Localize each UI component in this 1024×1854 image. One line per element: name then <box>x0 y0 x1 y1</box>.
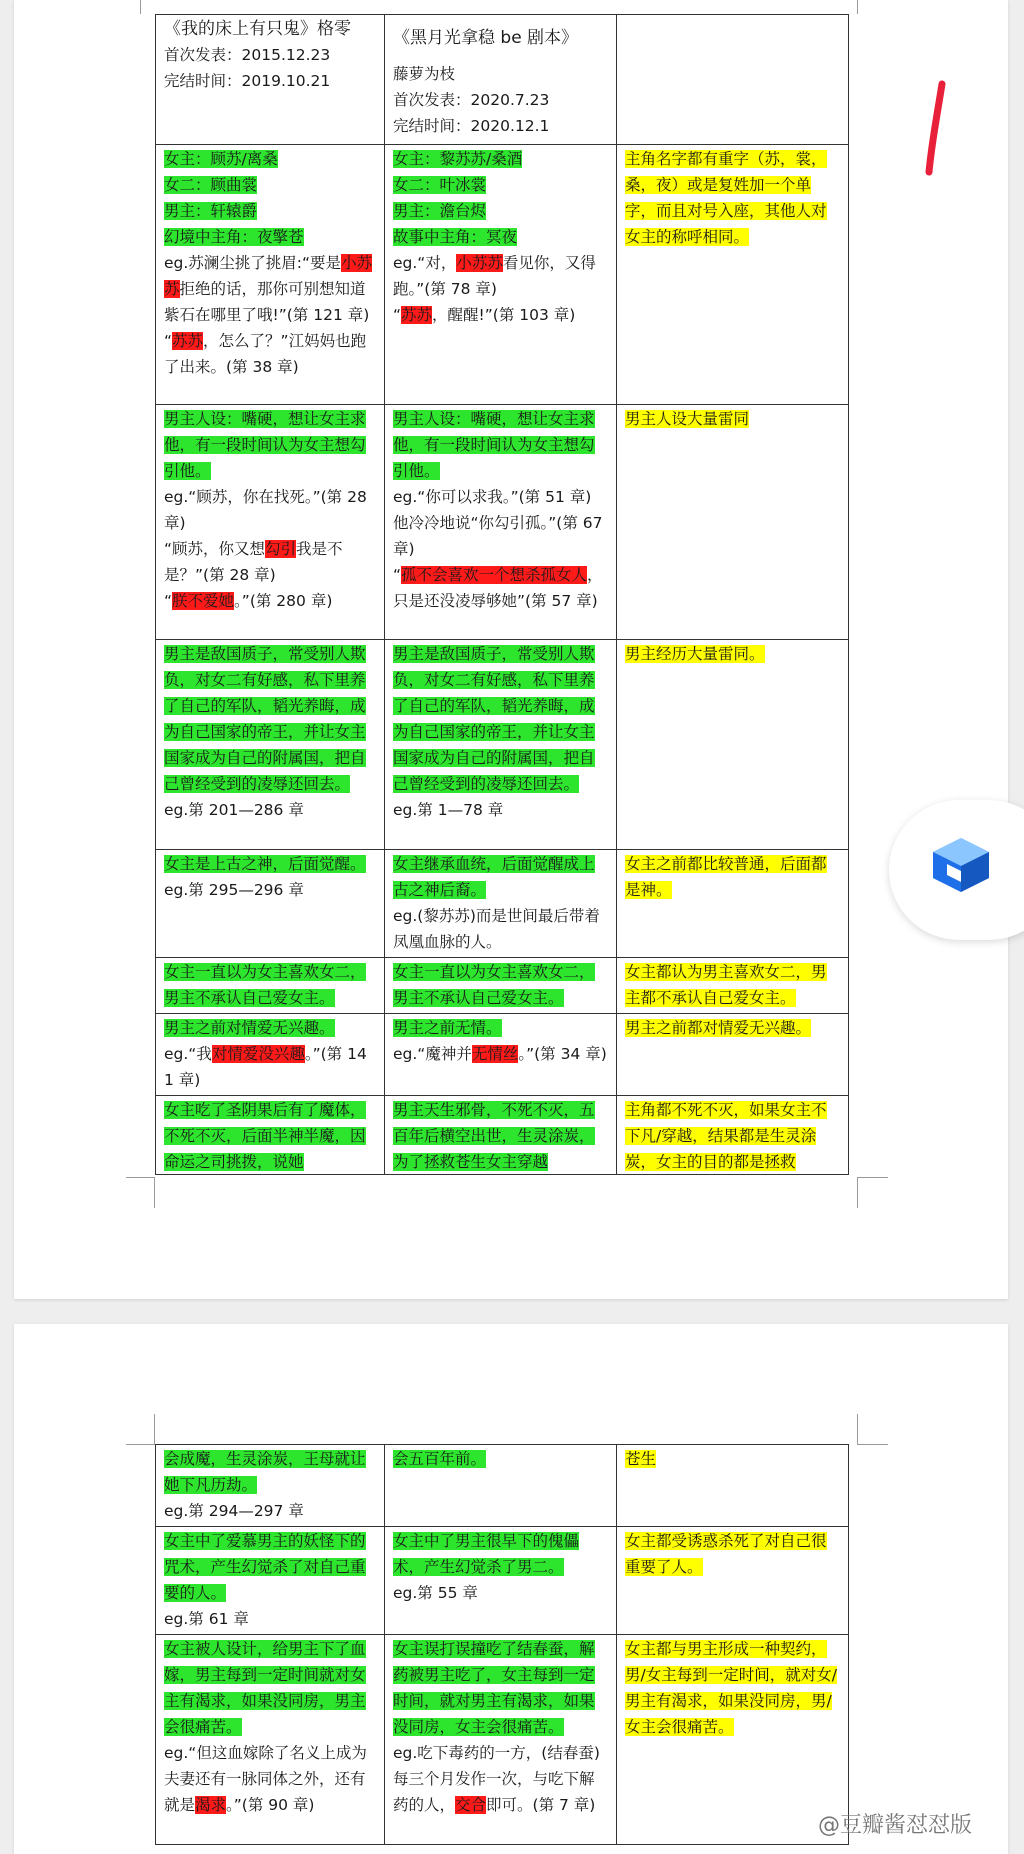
summary-text: 女主都与男主形成一种契约，男/女主每到一定时间，就对女/男主有渴求，如果没同房，男/女主会很痛苦。 <box>625 1640 837 1736</box>
red-highlight: 渴求 <box>195 1796 227 1814</box>
table-cell <box>385 1527 617 1635</box>
table-cell <box>617 1445 849 1527</box>
summary-text: 主角都不死不灭，如果女主不下凡/穿越，结果都是生灵涂炭，女主的目的都是拯救 <box>625 1101 827 1171</box>
quote-text: 拒绝的话，那你可别想知道紫石在哪里了哦!”(第 121 章) <box>164 280 370 324</box>
quote-text: eg.吃下毒药的一方，(结春蚕)每三个月发作一次，与吃下解药的人， <box>393 1744 600 1814</box>
quote-text: eg.“你可以求我。”(第 51 章) <box>393 488 592 506</box>
highlight-text: 男主是敌国质子，常受别人欺负，对女二有好感，私下里养了自己的军队，韬光养晦，成为自己国家的帝王，并让女主国家成为自己的附属国，把自己曾经受到的凌辱还回去。 <box>393 645 595 793</box>
highlight-text: 女主中了爱慕男主的妖怪下的咒术，产生幻觉杀了对自己重要的人。 <box>164 1532 366 1602</box>
table-cell <box>156 15 385 145</box>
table-cell <box>617 958 849 1014</box>
table-cell <box>156 640 385 850</box>
chapter-ref: eg.第 55 章 <box>393 1584 478 1602</box>
book2-first-published: 首次发表：2020.7.23 <box>393 91 550 109</box>
table-cell <box>385 640 617 850</box>
red-highlight: 苏苏 <box>172 332 204 350</box>
highlight-text: 男主：轩辕爵 <box>164 202 258 220</box>
table-cell <box>385 850 617 958</box>
chapter-ref: eg.第 294—297 章 <box>164 1502 304 1520</box>
table-row <box>156 1445 849 1527</box>
table-cell <box>385 1445 617 1527</box>
quote-text: eg.“对， <box>393 254 457 272</box>
summary-text: 男主之前都对情爱无兴趣。 <box>625 1019 812 1037</box>
book2-author: 藤萝为枝 <box>393 65 456 83</box>
quote-text: 。”(第 141 章) <box>164 1045 367 1089</box>
red-highlight: 苏苏 <box>401 306 433 324</box>
highlight-text: 女主继承血统，后面觉醒成上古之神后裔。 <box>393 855 595 899</box>
red-highlight: 小苏苏 <box>164 254 373 298</box>
app-logo-icon <box>921 830 1001 910</box>
red-highlight: 小苏苏 <box>456 254 503 272</box>
book2-completed: 完结时间：2020.12.1 <box>393 117 550 135</box>
highlight-text: 会成魔，生灵涂炭，王母就让她下凡历劫。 <box>164 1450 366 1494</box>
quote-text: “ <box>393 566 402 584</box>
table-cell <box>617 850 849 958</box>
red-highlight: 无情丝 <box>471 1045 519 1063</box>
highlight-text: 女主误打误撞吃了结春蚕，解药被男主吃了，女主每到一定时间，就对男主有渴求，如果没同房，女主会很痛苦。 <box>393 1640 595 1736</box>
quote-text: eg.“我 <box>164 1045 212 1063</box>
quote-text: ，醒醒!”(第 103 章) <box>432 306 576 324</box>
highlight-text: 男主人设：嘴硬，想让女主求他，有一段时间认为女主想勾引他。 <box>393 410 595 480</box>
table-cell <box>617 1635 849 1845</box>
chapter-ref: eg.第 1—78 章 <box>393 801 504 819</box>
quote-text: 。”(第 90 章) <box>226 1796 315 1814</box>
table-cell <box>385 145 617 405</box>
crop-mark <box>126 1177 155 1208</box>
crop-mark <box>857 1414 888 1445</box>
highlight-text: 会五百年前。 <box>393 1450 487 1468</box>
crop-mark <box>126 0 141 14</box>
table-cell <box>617 1096 849 1175</box>
table-row <box>156 1014 849 1096</box>
table-cell <box>617 1014 849 1096</box>
book1-first-published: 首次发表：2015.12.23 <box>164 46 331 64</box>
watermark: @豆瓣酱怼怼版 <box>818 1813 973 1838</box>
crop-mark <box>857 0 872 14</box>
quote-text: ，只是还没凌辱够她”(第 57 章) <box>393 566 603 610</box>
chapter-ref: eg.(黎苏苏)而是世间最后带着凤凰血脉的人。 <box>393 907 600 951</box>
quote-text: 看见你，又得跑。”(第 78 章) <box>393 254 596 298</box>
highlight-text: 故事中主角：冥夜 <box>393 228 518 246</box>
highlight-text: 幻境中主角：夜擎苍 <box>164 228 304 246</box>
chapter-ref: eg.第 295—296 章 <box>164 881 304 899</box>
book1-title: 《我的床上有只鬼》格零 <box>164 19 351 39</box>
highlight-text: 女主：顾苏/离桑 <box>164 150 278 168</box>
document-page-1 <box>14 0 1008 1299</box>
table-cell <box>385 405 617 640</box>
quote-text: 我是不是？”(第 28 章) <box>164 540 343 584</box>
floating-app-button[interactable] <box>889 800 1024 940</box>
highlight-text: 女主一直以为女主喜欢女二，男主不承认自己爱女主。 <box>164 963 366 1007</box>
quote-text: ，怎么了？”江妈妈也跑了出来。(第 38 章) <box>164 332 367 376</box>
quote-text: eg.“但这血嫁除了名义上成为夫妻还有一脉同体之外，还有就是 <box>164 1744 367 1814</box>
highlight-text: 女二：叶冰裳 <box>393 176 487 194</box>
highlight-text: 男主天生邪骨，不死不灭，五百年后横空出世，生灵涂炭，为了拯救苍生女主穿越 <box>393 1101 595 1171</box>
table-row <box>156 1635 849 1845</box>
table-cell <box>617 640 849 850</box>
highlight-text: 女主：黎苏苏/桑酒 <box>393 150 523 168</box>
table-cell <box>156 1635 385 1845</box>
chapter-ref: eg.第 201—286 章 <box>164 801 304 819</box>
quote-text: “ <box>393 306 402 324</box>
table-cell <box>156 1527 385 1635</box>
table-cell <box>156 145 385 405</box>
table-cell <box>617 15 849 145</box>
highlight-text: 女主吃了圣阴果后有了魔体，不死不灭，后面半神半魔，因命运之司挑拨，说她 <box>164 1101 366 1171</box>
quote-text: eg.“顾苏，你在找死。”(第 28 章) <box>164 488 367 532</box>
table-cell <box>617 145 849 405</box>
summary-text: 女主都认为男主喜欢女二，男主都不承认自己爱女主。 <box>625 963 827 1007</box>
table-cell <box>617 405 849 640</box>
summary-text: 女主都受诱惑杀死了对自己很重要了人。 <box>625 1532 827 1576</box>
document-page-2 <box>14 1324 1008 1854</box>
quote-text: eg.苏澜尘挑了挑眉:“要是 <box>164 254 342 272</box>
summary-text: 男主人设大量雷同 <box>625 410 750 428</box>
highlight-text: 女主是上古之神，后面觉醒。 <box>164 855 366 873</box>
red-highlight: 交合 <box>455 1796 487 1814</box>
table-row <box>156 1096 849 1175</box>
table-cell <box>156 1445 385 1527</box>
table-cell <box>156 958 385 1014</box>
comparison-table <box>155 14 849 1175</box>
highlight-text: 男主是敌国质子，常受别人欺负，对女二有好感，私下里养了自己的军队，韬光养晦，成为自己国家的帝王，并让女主国家成为自己的附属国，把自己曾经受到的凌辱还回去。 <box>164 645 366 793</box>
quote-text: “ <box>164 592 173 610</box>
quote-text: 。”(第 280 章) <box>234 592 333 610</box>
highlight-text: 男主：澹台烬 <box>393 202 487 220</box>
red-highlight: 勾引 <box>265 540 297 558</box>
table-cell <box>385 15 617 145</box>
table-row <box>156 850 849 958</box>
table-cell <box>617 1527 849 1635</box>
table-row <box>156 405 849 640</box>
table-row <box>156 640 849 850</box>
quote-text: 即可。(第 7 章) <box>486 1796 596 1814</box>
quote-text: 。”(第 34 章) <box>518 1045 607 1063</box>
summary-text: 男主经历大量雷同。 <box>625 645 765 663</box>
quote-text: “顾苏，你又想 <box>164 540 266 558</box>
crop-mark <box>857 1177 888 1208</box>
highlight-text: 女二：顾曲裳 <box>164 176 258 194</box>
table-row <box>156 958 849 1014</box>
highlight-text: 男主之前无情。 <box>393 1019 502 1037</box>
red-highlight: 对情爱没兴趣 <box>211 1045 305 1063</box>
comparison-table <box>155 1444 849 1845</box>
chapter-ref: eg.第 61 章 <box>164 1610 249 1628</box>
table-cell <box>385 958 617 1014</box>
highlight-text: 女主一直以为女主喜欢女二，男主不承认自己爱女主。 <box>393 963 595 1007</box>
summary-text: 女主之前都比较普通，后面都是神。 <box>625 855 827 899</box>
red-highlight: 孤不会喜欢一个想杀孤女人 <box>401 566 588 584</box>
highlight-text: 女主中了男主很早下的傀儡术，产生幻觉杀了男二。 <box>393 1532 580 1576</box>
book2-title: 《黑月光拿稳 be 剧本》 <box>393 28 579 48</box>
highlight-text: 男主之前对情爱无兴趣。 <box>164 1019 335 1037</box>
book1-completed: 完结时间：2019.10.21 <box>164 72 331 90</box>
quote-text: eg.“魔神并 <box>393 1045 472 1063</box>
summary-text: 苍生 <box>625 1450 657 1468</box>
quote-text: “ <box>164 332 173 350</box>
red-highlight: 朕不爱她 <box>172 592 235 610</box>
table-cell <box>385 1635 617 1845</box>
table-cell <box>156 1014 385 1096</box>
table-row <box>156 145 849 405</box>
table-row <box>156 15 849 145</box>
table-cell <box>385 1014 617 1096</box>
table-row <box>156 1527 849 1635</box>
highlight-text: 女主被人设计，给男主下了血嫁，男主每到一定时间就对女主有渴求，如果没同房，男主会很痛苦。 <box>164 1640 366 1736</box>
summary-text: 主角名字都有重字（苏，裳，桑，夜）或是复姓加一个单字，而且对号入座，其他人对女主的称呼相同。 <box>625 150 827 246</box>
highlight-text: 男主人设：嘴硬，想让女主求他，有一段时间认为女主想勾引他。 <box>164 410 366 480</box>
table-cell <box>156 850 385 958</box>
pen-annotation-mark <box>920 80 950 180</box>
table-cell <box>156 1096 385 1175</box>
table-cell <box>156 405 385 640</box>
crop-mark <box>126 1414 155 1445</box>
quote-text: 他冷冷地说“你勾引孤。”(第 67 章) <box>393 514 603 558</box>
table-cell <box>385 1096 617 1175</box>
